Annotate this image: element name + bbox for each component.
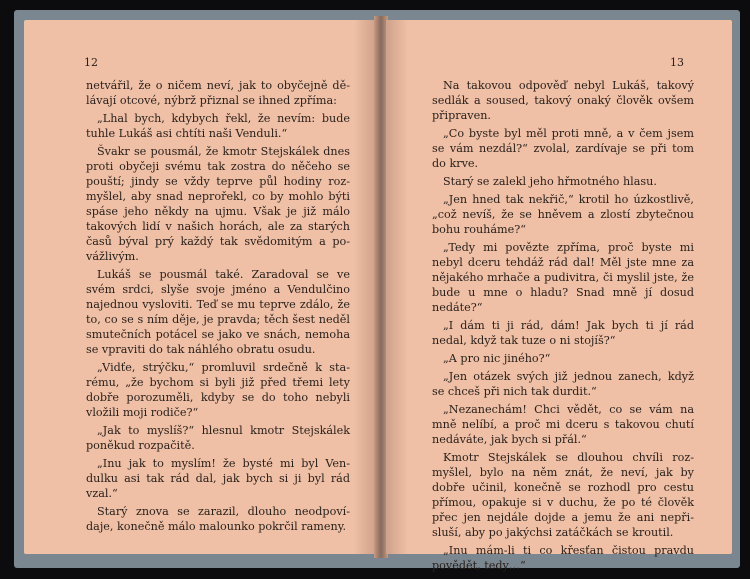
right-page-number: 13 [670,56,684,69]
paragraph: Lukáš se pousmál také. Zaradoval se ve svém srdci, slyše svoje jméno a Vendulčino najednou vysloviti. Teď se mu teprve zdálo, že to, co se s ním děje, je pravda; těch šest neděl smutečních potácel se jako ve snách, nemoha se vpraviti do tak náhlého obratu osudu. [86,268,350,356]
paragraph: „Tedy mi povězte zpříma, proč byste mi nebyl dceru tehdáž rád dal! Měl jste mne za nějakého mrhače a pudivitra, či myslil jste, že bude u mne o hladu? Snad mně jí dosud nedáte?“ [432,241,694,314]
paragraph: „A pro nic jiného?“ [443,352,551,365]
left-page [24,20,376,554]
paragraph: „Vidťe, strýčku,“ promluvil srdečně k sta-rému, „že bychom si byli již před třemi lety dobře porozuměli, kdyby se do toho nebyli vložili moji rodiče?“ [86,361,350,419]
paragraph: „Lhal bych, kdybych řekl, že nevím: bude tuhle Lukáš asi chtíti naši Venduli.“ [86,112,350,140]
right-page [386,20,732,572]
paragraph: „Jak to myslíš?“ hlesnul kmotr Stejskálek poněkud rozpačitě. [86,424,350,452]
paragraph: „I dám ti ji rád, dám! Jak bych ti jí rád nedal, když tak tuze o ni stojíš?“ [432,319,694,347]
paragraph: „Inu jak to myslím! že bysté mi byl Ven-dulku asi tak rád dal, jak bych si ji byl rád vzal.“ [86,457,350,500]
paragraph: „Jen otázek svých již jednou zanech, když se chceš při nich tak durdit.“ [432,370,694,398]
left-page-number: 12 [84,56,98,69]
paragraph: „Co byste byl měl proti mně, a v čem jsem se vám nezdál?“ zvolal, zardívaje se při tom do krve. [432,127,694,170]
right-page-text [432,78,694,576]
paragraph: Kmotr Stejskálek se dlouhou chvíli roz-myšlel, bylo na něm znát, že neví, jak by dobře učinil, konečně se rozhodl pro cestu přímou, opakuje si v duchu, že po té člověk přec jen nejdále dojde a jemu že ani nepři-sluší, aby po jakýchsi zatáčkách se kroutil. [432,451,694,539]
paragraph: Starý znova se zarazil, dlouho neodpoví-daje, konečně málo malounko pokrčil rameny. [86,505,350,533]
left-page-text [86,78,350,537]
open-book [14,10,740,572]
paragraph: Švakr se pousmál, že kmotr Stejskálek dnes proti obyčeji svému tak zostra do něčeho se pouští; jindy se vždy teprve půl hodiny roz-myšlel, aby snad neprořekl, co by mohlo býti spáse jeho někdy na ujmu. Však je již málo takových lidí v našich horách, ale za starých časů býval prý každý tak svědomitým a po-vážlivým. [86,145,350,263]
paragraph: „Inu mám-li ti co křesťan čistou pravdu povědět, tedy…“ [432,544,694,572]
paragraph: „Jen hned tak nekřič,“ krotil ho úzkostlivě, „což nevíš, že se hněvem a zlostí zbytečnou bohu rouháme?“ [432,193,694,236]
paragraph: netvářil, že o ničem neví, jak to obyčejně dě-lávají otcové, nýbrž přiznal se ihned zpříma: [86,79,350,107]
paragraph: Starý se zalekl jeho hřmotného hlasu. [443,175,657,188]
paragraph: Na takovou odpověď nebyl Lukáš, takový sedlák a soused, takový onaký člověk ovšem připraven. [432,79,694,122]
paragraph: „Nezanechám! Chci vědět, co se vám na mně nelíbí, a proč mi dceru s takovou chutí nedáváte, jak bych si přál.“ [432,403,694,446]
